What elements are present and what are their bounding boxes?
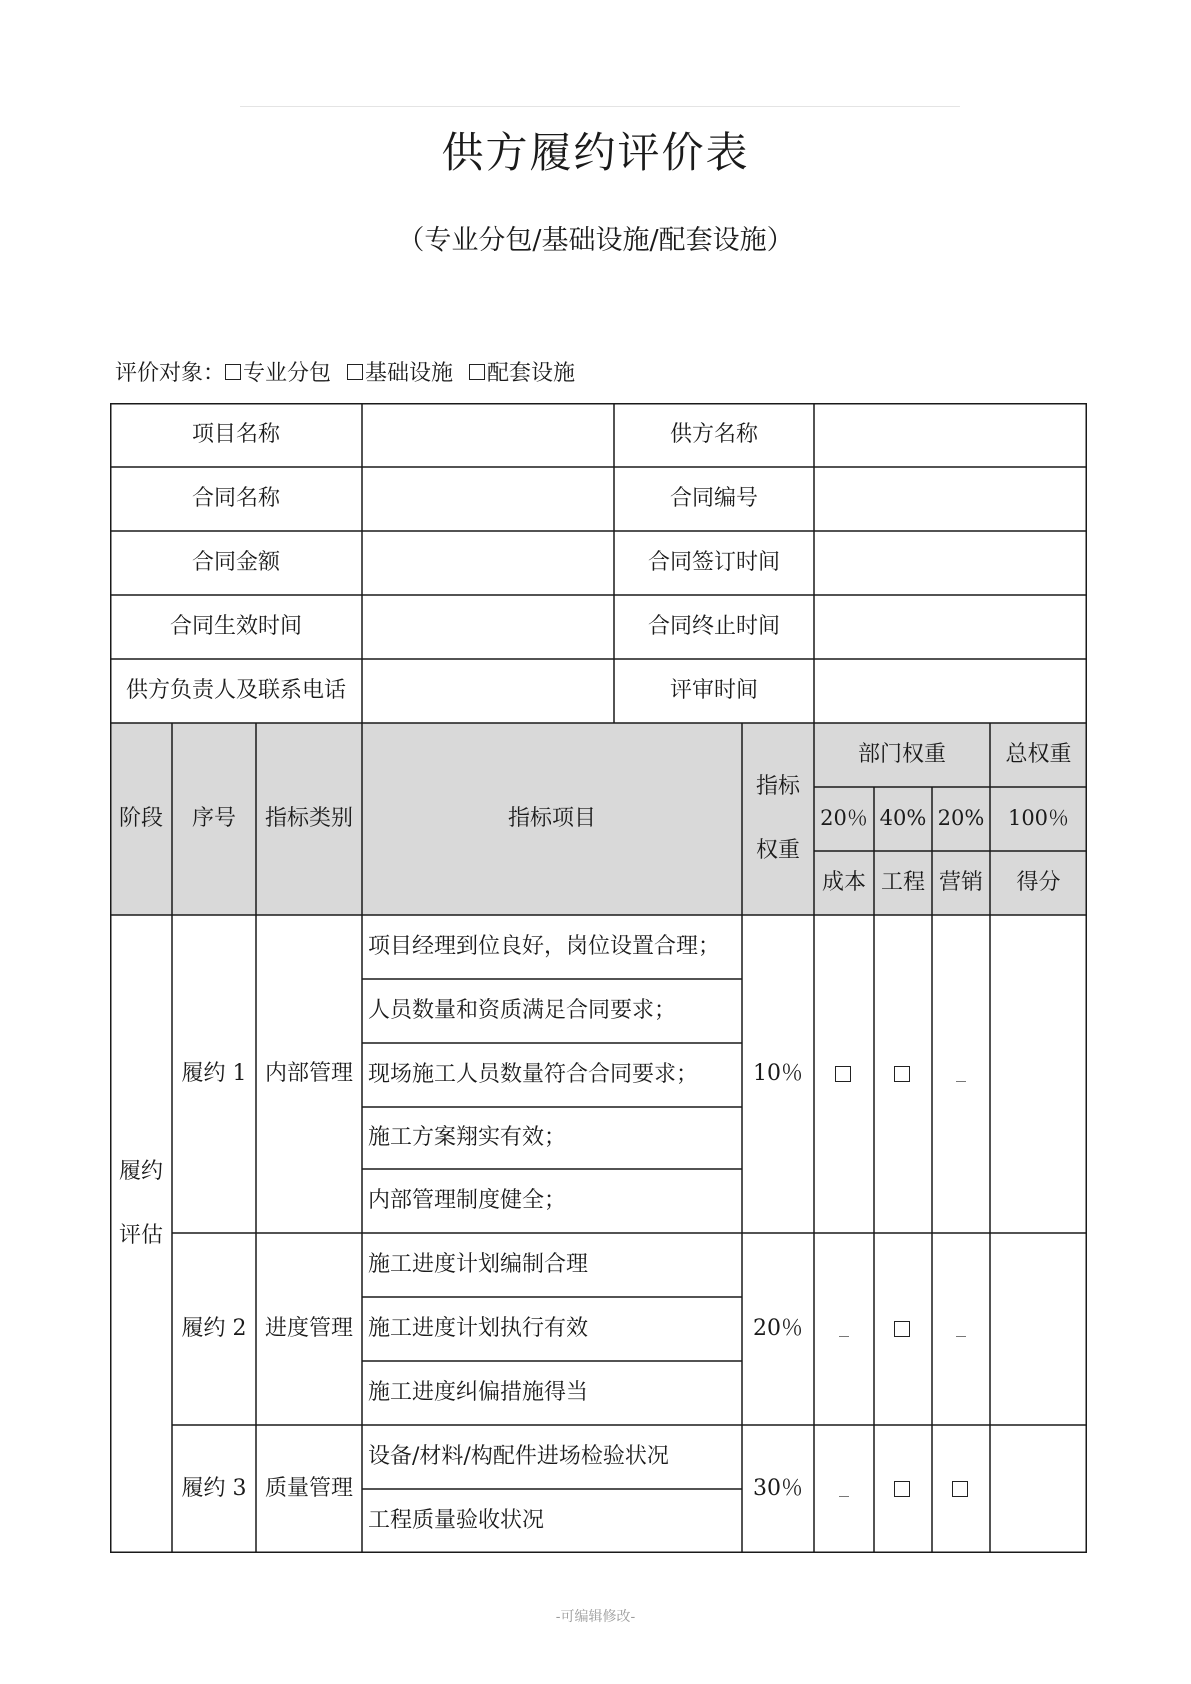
dash-icon <box>956 1336 966 1337</box>
group1-item-1: 项目经理到位良好，岗位设置合理； <box>368 933 721 959</box>
project-name-value[interactable] <box>362 403 614 467</box>
group2-score[interactable] <box>990 1233 1087 1425</box>
header-mkt: 营销 <box>938 869 983 895</box>
group3-seq: 履约 3 <box>181 1475 247 1501</box>
contact-label: 供方负责人及联系电话 <box>125 677 346 703</box>
footer-note: -可编辑修改- <box>555 1609 636 1625</box>
supplier-name-label: 供方名称 <box>669 421 758 447</box>
end-time-label: 合同终止时间 <box>647 613 780 639</box>
checkbox-icon[interactable] <box>225 364 241 380</box>
sign-time-value[interactable] <box>814 531 1087 595</box>
contract-number-label: 合同编号 <box>669 485 758 511</box>
header-total-weight: 总权重 <box>1005 741 1072 767</box>
header-weight-line1: 指标 <box>755 774 800 799</box>
checkbox-icon[interactable] <box>894 1481 910 1497</box>
header-stage: 阶段 <box>118 805 163 831</box>
header-item: 指标项目 <box>507 805 596 831</box>
page-subtitle: （专业分包/基础设施/配套设施） <box>397 225 794 256</box>
group3-item-2: 工程质量验收状况 <box>368 1507 545 1533</box>
contract-name-label: 合同名称 <box>191 485 280 511</box>
option-label: 基础设施 <box>365 361 454 386</box>
group2-eng-mark[interactable] <box>874 1233 932 1425</box>
group3-score[interactable] <box>990 1425 1087 1553</box>
stage-line2: 评估 <box>118 1223 163 1248</box>
group2-category: 进度管理 <box>264 1315 353 1341</box>
group3-category: 质量管理 <box>264 1475 353 1501</box>
contract-amount-value[interactable] <box>362 531 614 595</box>
group3-mkt-mark[interactable] <box>932 1425 990 1553</box>
header-weight <box>742 723 814 915</box>
group1-category: 内部管理 <box>264 1060 353 1086</box>
contract-amount-label: 合同金额 <box>191 549 280 575</box>
group2-seq: 履约 2 <box>181 1315 247 1341</box>
checkbox-icon[interactable] <box>894 1066 910 1082</box>
dash-icon <box>839 1496 849 1497</box>
effective-time-label: 合同生效时间 <box>169 613 302 639</box>
group1-item-3: 现场施工人员数量符合合同要求； <box>368 1061 699 1087</box>
review-time-label: 评审时间 <box>669 677 758 703</box>
header-pct-eng: 40% <box>879 806 927 831</box>
group1-score[interactable] <box>990 915 1087 1233</box>
checkbox-icon[interactable] <box>835 1066 851 1082</box>
page-title: 供方履约评价表 <box>441 128 750 177</box>
supplier-name-value[interactable] <box>814 403 1087 467</box>
group2-cost-mark <box>814 1233 874 1425</box>
checkbox-icon[interactable] <box>347 364 363 380</box>
group1-eng-mark[interactable] <box>874 915 932 1233</box>
group1-weight: 10％ <box>753 1060 803 1086</box>
group2-item-1: 施工进度计划编制合理 <box>368 1251 589 1277</box>
group2-item-3: 施工进度纠偏措施得当 <box>368 1379 589 1405</box>
group1-seq: 履约 1 <box>181 1060 247 1086</box>
group1-mkt-mark <box>932 915 990 1233</box>
group3-weight: 30％ <box>753 1475 803 1501</box>
contract-name-value[interactable] <box>362 467 614 531</box>
checkbox-icon[interactable] <box>469 364 485 380</box>
contract-number-value[interactable] <box>814 467 1087 531</box>
option-specialty-subcontract[interactable] <box>225 361 331 386</box>
group3-eng-mark[interactable] <box>874 1425 932 1553</box>
header-weight-line2: 权重 <box>755 838 800 863</box>
evaluation-target <box>115 356 591 387</box>
contact-value[interactable] <box>362 659 614 723</box>
group2-item-2: 施工进度计划执行有效 <box>368 1315 589 1341</box>
header-pct-cost: 20％ <box>820 806 868 831</box>
option-label: 专业分包 <box>243 361 332 386</box>
header-pct-mkt: 20% <box>937 806 985 831</box>
option-label: 配套设施 <box>487 361 576 386</box>
group1-item-4: 施工方案翔实有效； <box>368 1124 567 1150</box>
evaluation-table <box>110 403 1087 1553</box>
dash-icon <box>839 1336 849 1337</box>
project-name-label: 项目名称 <box>191 421 280 447</box>
header-seq: 序号 <box>191 805 236 831</box>
effective-time-value[interactable] <box>362 595 614 659</box>
option-supporting-facilities[interactable] <box>469 361 575 386</box>
header-eng: 工程 <box>880 869 925 895</box>
group2-weight: 20％ <box>753 1315 803 1341</box>
checkbox-icon[interactable] <box>952 1481 968 1497</box>
evaluation-target-label: 评价对象： <box>115 361 226 386</box>
group3-cost-mark <box>814 1425 874 1553</box>
stage-line1: 履约 <box>118 1159 163 1184</box>
group1-item-2: 人员数量和资质满足合同要求； <box>368 997 677 1023</box>
option-infrastructure[interactable] <box>347 361 453 386</box>
end-time-value[interactable] <box>814 595 1087 659</box>
header-category: 指标类别 <box>264 805 353 831</box>
header-dept-weight: 部门权重 <box>857 741 946 767</box>
group1-item-5: 内部管理制度健全； <box>368 1187 567 1213</box>
header-score: 得分 <box>1016 869 1061 895</box>
review-time-value[interactable] <box>814 659 1087 723</box>
group3-item-1: 设备/材料/构配件进场检验状况 <box>368 1443 669 1469</box>
header-cost: 成本 <box>821 869 866 895</box>
dash-icon <box>956 1081 966 1082</box>
checkbox-icon[interactable] <box>894 1321 910 1337</box>
stage-performance-eval <box>110 915 172 1553</box>
group1-cost-mark[interactable] <box>814 915 874 1233</box>
group2-mkt-mark <box>932 1233 990 1425</box>
top-rule <box>240 106 960 107</box>
header-pct-total: 100％ <box>1007 806 1070 831</box>
sign-time-label: 合同签订时间 <box>647 549 780 575</box>
